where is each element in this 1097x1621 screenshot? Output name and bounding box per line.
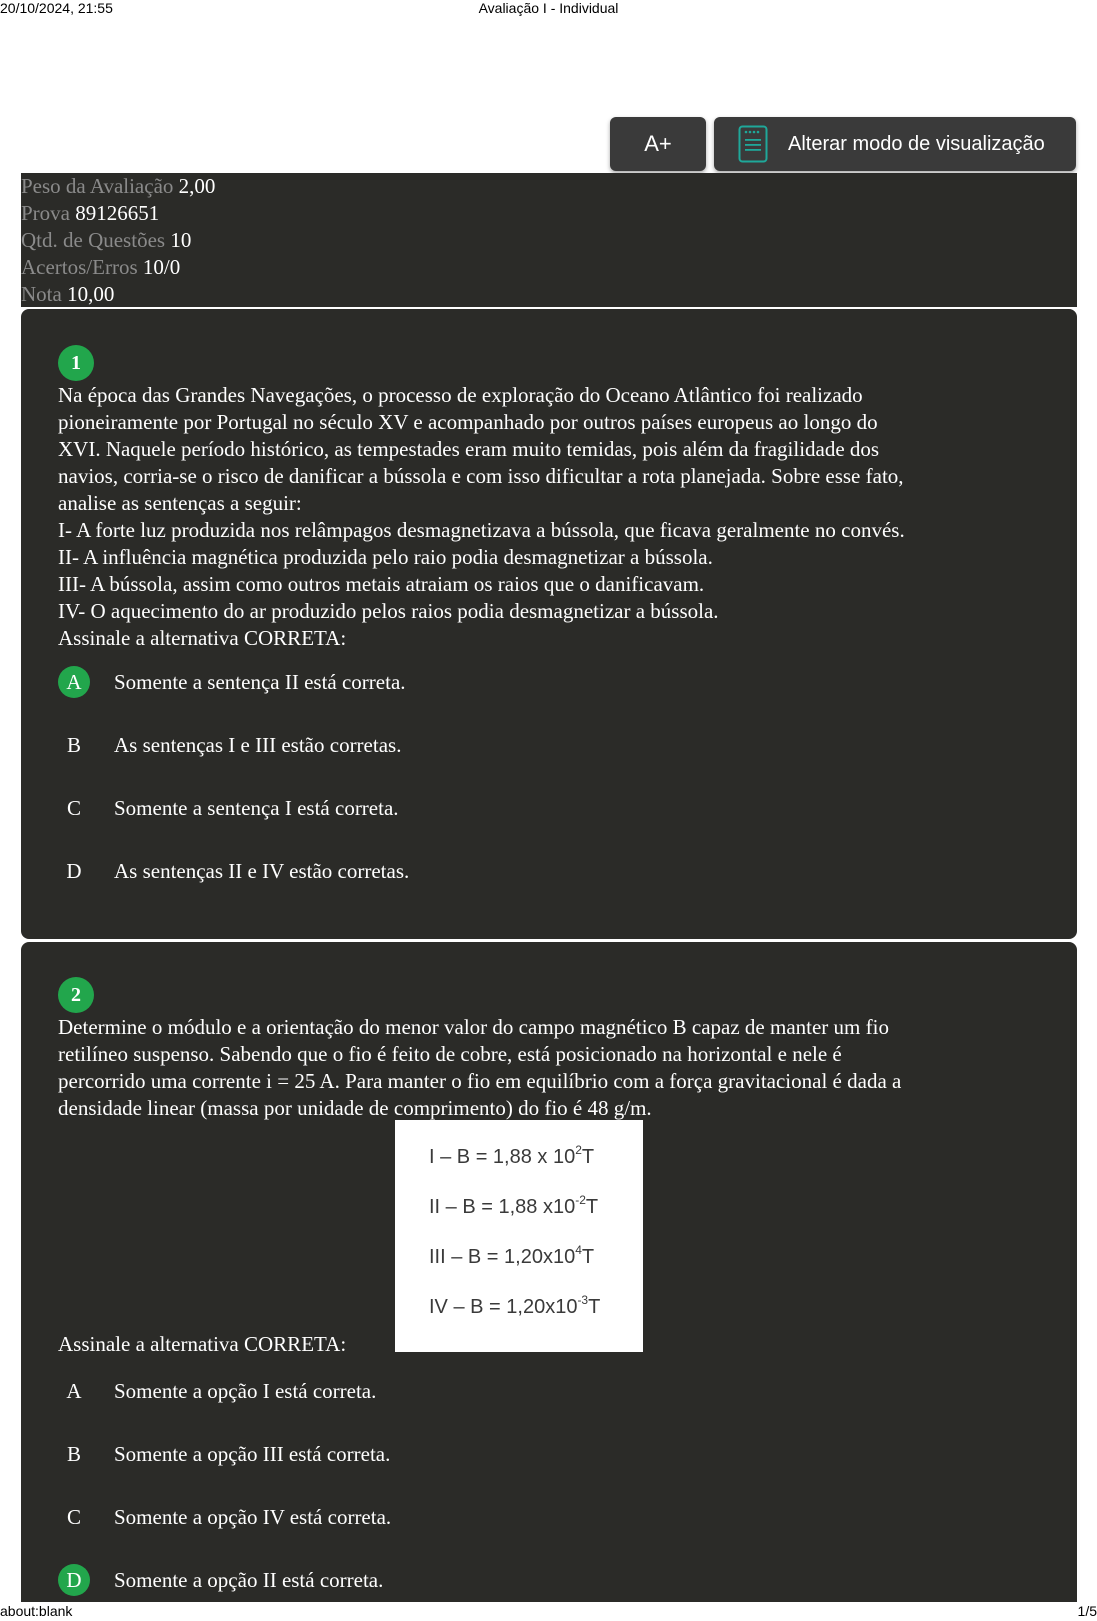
- question-number-badge: 1: [58, 345, 94, 381]
- question-line: IV- O aquecimento do ar produzido pelos raios podia desmagnetizar a bússola.: [58, 599, 719, 623]
- question-line: XVI. Naquele período histórico, as tempestades eram muito temidas, pois além da fragilidade dos: [58, 437, 880, 461]
- option-letter: A: [66, 1378, 82, 1403]
- formula-exponent: 2: [575, 1143, 582, 1157]
- summary-row: [21, 254, 1077, 281]
- summary-row: [21, 281, 1077, 308]
- formula-exponent: -2: [575, 1193, 586, 1207]
- question-text: [58, 1014, 1043, 1122]
- question-line: Na época das Grandes Navegações, o processo de exploração do Oceano Atlântico foi realizado: [58, 383, 863, 407]
- question-line: III- A bússola, assim como outros metais atraiam os raios que o danificavam.: [58, 572, 705, 596]
- summary-value: 10: [170, 228, 192, 252]
- formula-unit: T: [581, 1146, 595, 1168]
- formula-unit: T: [585, 1196, 599, 1218]
- font-size-button[interactable]: [610, 117, 706, 171]
- formula-unit: T: [588, 1296, 601, 1318]
- question-line: pioneiramente por Portugal no século XV e acompanhado por outros países europeus ao longo do: [58, 410, 878, 434]
- option-b[interactable]: [58, 729, 958, 763]
- option-d[interactable]: [58, 1564, 958, 1598]
- option-text: Somente a sentença II está correta.: [114, 670, 406, 694]
- summary-label: Prova: [21, 201, 70, 225]
- summary-label: Acertos/Erros: [21, 255, 138, 279]
- formula-line: [429, 1143, 595, 1169]
- formula-image: [395, 1120, 643, 1352]
- font-size-label: A+: [644, 131, 672, 156]
- question-line: Determine o módulo e a orientação do menor valor do campo magnético B capaz de manter um fio: [58, 1015, 889, 1039]
- document-icon: [738, 125, 768, 163]
- formula-line: [429, 1293, 601, 1319]
- formula-line: [429, 1243, 595, 1269]
- print-page-number: 1/5: [1077, 1603, 1097, 1619]
- question-card-2: [21, 942, 1077, 1602]
- option-a[interactable]: [58, 1375, 958, 1409]
- print-date: 20/10/2024, 21:55: [0, 0, 113, 16]
- summary-label: Peso da Avaliação: [21, 174, 174, 198]
- option-letter: D: [66, 858, 82, 883]
- change-view-mode-label: Alterar modo de visualização: [788, 132, 1045, 155]
- option-text: Somente a opção II está correta.: [114, 1568, 384, 1592]
- summary-row: [21, 173, 1077, 200]
- print-title: Avaliação I - Individual: [478, 0, 619, 16]
- summary-label: Qtd. de Questões: [21, 228, 166, 252]
- question-text: [58, 382, 1043, 652]
- summary-row: [21, 227, 1077, 254]
- summary-value: 10/0: [142, 255, 181, 279]
- print-url: about:blank: [0, 1603, 73, 1619]
- question-number-badge: 2: [58, 977, 94, 1013]
- assessment-summary: [21, 173, 1077, 307]
- option-c[interactable]: [58, 1501, 958, 1535]
- formula-base: IV – B = 1,20x10: [429, 1296, 578, 1318]
- question-prompt: Assinale a alternativa CORRETA:: [58, 1332, 347, 1356]
- option-letter-correct: D: [58, 1564, 90, 1596]
- option-text: Somente a sentença I está correta.: [114, 796, 399, 820]
- option-c[interactable]: [58, 792, 958, 826]
- option-text: Somente a opção IV está correta.: [114, 1505, 392, 1529]
- option-letter: C: [66, 1504, 81, 1529]
- option-d[interactable]: [58, 855, 958, 889]
- question-card-1: [21, 309, 1077, 939]
- question-line: navios, corria-se o risco de danificar a bússola e com isso dificultar a rota planejada. Sobre esse fato,: [58, 464, 904, 488]
- option-b[interactable]: [58, 1438, 958, 1472]
- summary-label: Nota: [21, 282, 62, 306]
- question-line: analise as sentenças a seguir:: [58, 491, 302, 515]
- option-letter-correct: A: [58, 666, 90, 698]
- question-line: percorrido uma corrente i = 25 A. Para manter o fio em equilíbrio com a força gravitacional é dada a: [58, 1069, 902, 1093]
- option-a[interactable]: [58, 666, 958, 700]
- option-text: As sentenças I e III estão corretas.: [114, 733, 402, 757]
- question-line: retilíneo suspenso. Sabendo que o fio é feito de cobre, está posicionado na horizontal e nele é: [58, 1042, 842, 1066]
- print-footer: [0, 1603, 1097, 1621]
- print-header: [0, 0, 1097, 18]
- option-letter: C: [66, 795, 81, 820]
- summary-row: [21, 200, 1077, 227]
- formula-exponent: 4: [575, 1243, 582, 1257]
- option-letter: B: [66, 732, 81, 757]
- change-view-mode-button[interactable]: [714, 117, 1076, 171]
- formula-exponent: -3: [577, 1293, 589, 1307]
- formula-base: II – B = 1,88 x10: [429, 1196, 576, 1218]
- formula-base: III – B = 1,20x10: [429, 1246, 576, 1268]
- summary-value: 89126651: [75, 201, 160, 225]
- option-text: Somente a opção I está correta.: [114, 1379, 377, 1403]
- option-letter: B: [66, 1441, 81, 1466]
- option-text: As sentenças II e IV estão corretas.: [114, 859, 410, 883]
- question-line: densidade linear (massa por unidade de comprimento) do fio é 48 g/m.: [58, 1096, 652, 1120]
- option-text: Somente a opção III está correta.: [114, 1442, 391, 1466]
- question-line: Assinale a alternativa CORRETA:: [58, 626, 347, 650]
- formula-line: [429, 1193, 599, 1219]
- summary-value: 2,00: [178, 174, 216, 198]
- summary-value: 10,00: [67, 282, 115, 306]
- formula-unit: T: [581, 1246, 595, 1268]
- question-line: II- A influência magnética produzida pelo raio podia desmagnetizar a bússola.: [58, 545, 713, 569]
- question-line: I- A forte luz produzida nos relâmpagos desmagnetizava a bússola, que ficava geralmente no convés.: [58, 518, 905, 542]
- formula-base: I – B = 1,88 x 10: [429, 1146, 576, 1168]
